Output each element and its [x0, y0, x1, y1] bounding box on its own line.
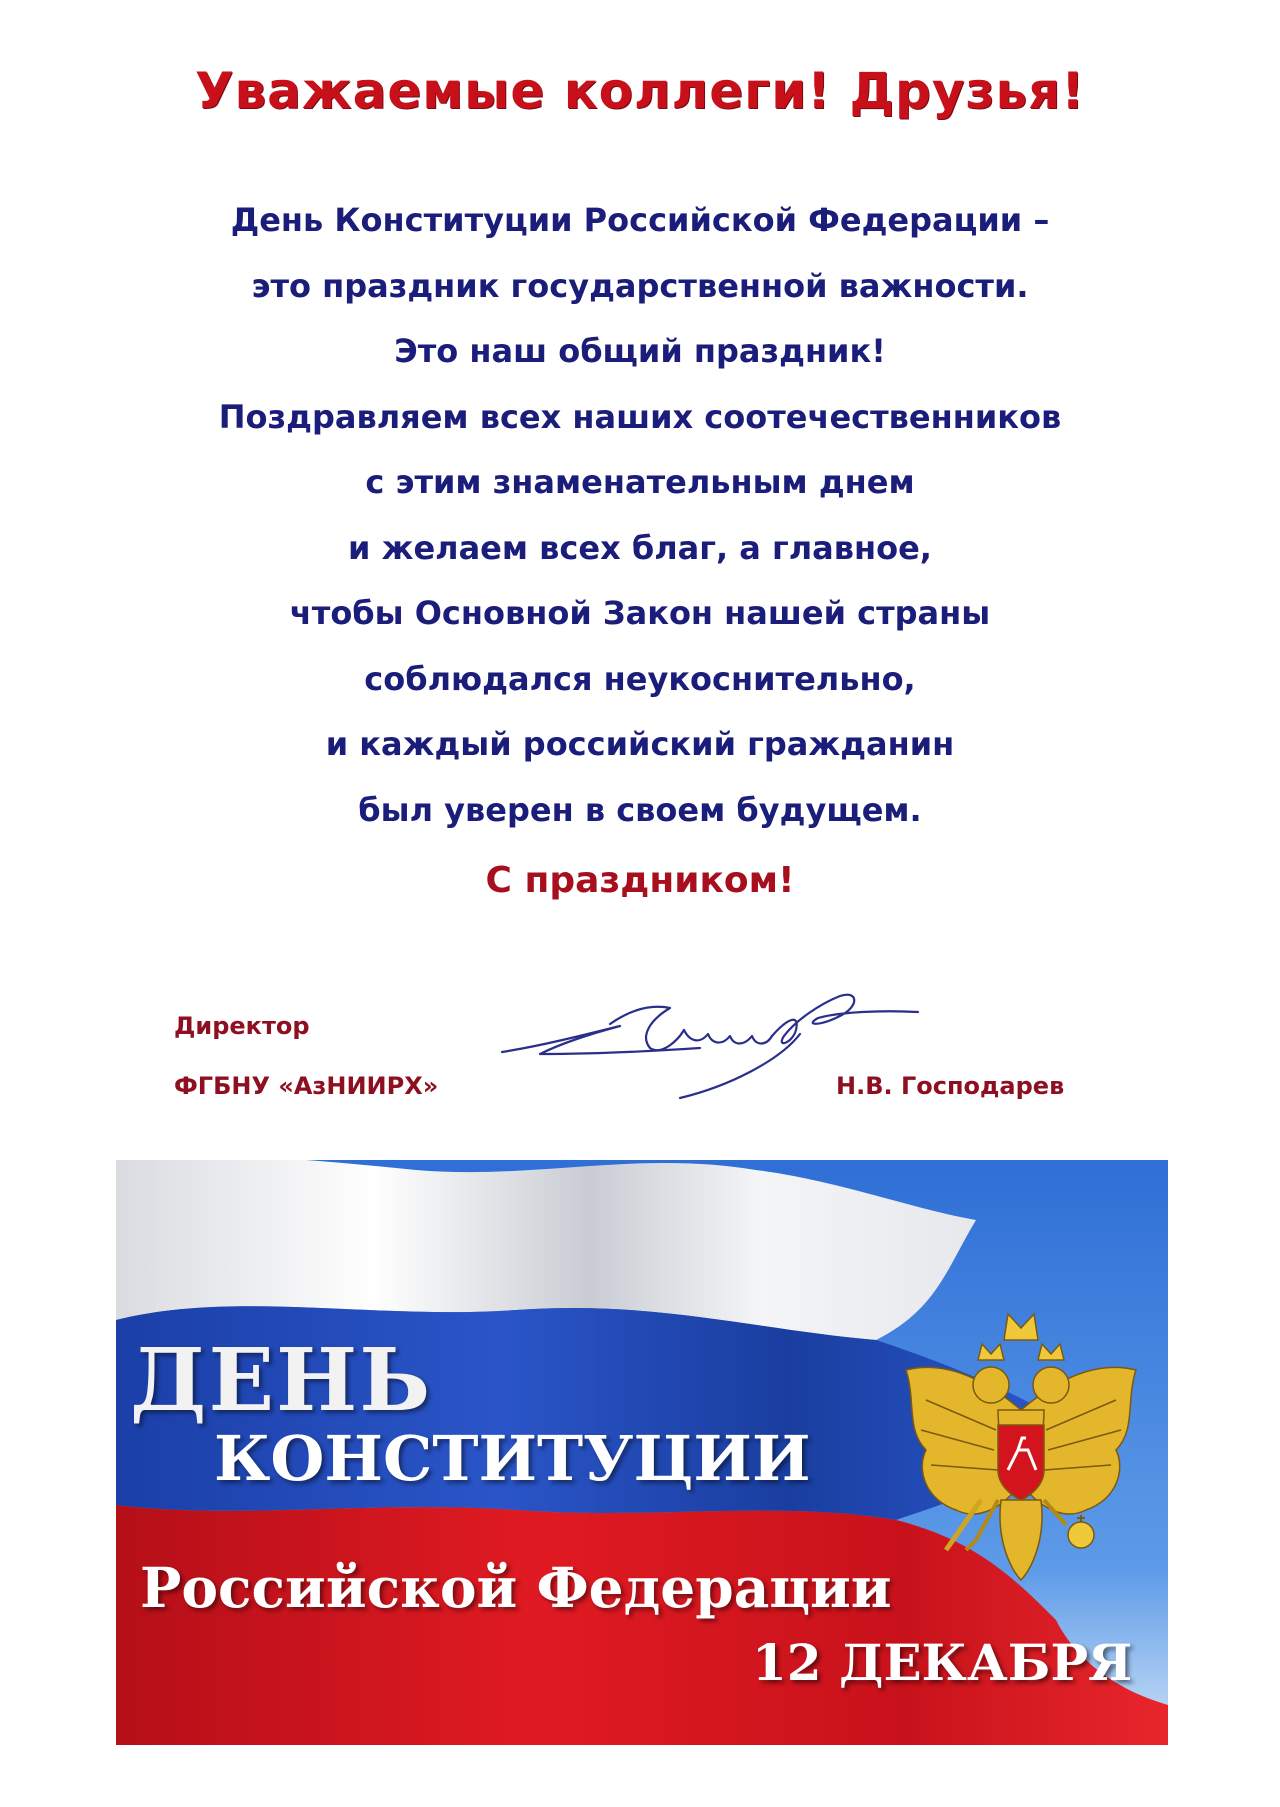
banner-title-day: ДЕНЬ [130, 1330, 433, 1431]
greeting-title: Уважаемые коллеги! Друзья! [194, 62, 1086, 120]
signer-organization: ФГБНУ «АзНИИРХ» [174, 1072, 439, 1100]
message-line: был уверен в своем будущем. [358, 790, 922, 829]
coat-of-arms-icon [886, 1300, 1156, 1590]
message-line: это праздник государственной важности. [251, 266, 1029, 305]
message-body [0, 188, 1280, 843]
closing-greeting: С праздником! [485, 860, 795, 901]
message-line: День Конституции Российской Федерации – [230, 201, 1050, 239]
signature-block [0, 990, 1280, 1110]
banner-title-constitution: КОНСТИТУЦИИ [214, 1422, 811, 1495]
signer-position: Директор [174, 1012, 310, 1040]
message-line: Поздравляем всех наших соотечественников [218, 397, 1062, 436]
banner-date: 12 ДЕКАБРЯ [752, 1633, 1133, 1692]
message-line: чтобы Основной Закон нашей страны [289, 594, 991, 632]
banner-subtitle: Российской Федерации [140, 1555, 892, 1620]
message-line: соблюдался неукоснительно, [364, 659, 916, 698]
message-line: Это наш общий праздник! [394, 332, 886, 370]
signer-name: Н.В. Господарев [836, 1072, 1065, 1100]
message-line: и каждый российский гражданин [325, 725, 955, 763]
message-line: и желаем всех благ, а главное, [348, 528, 932, 567]
message-line: с этим знаменательным днем [365, 463, 915, 501]
constitution-day-banner [116, 1160, 1168, 1745]
